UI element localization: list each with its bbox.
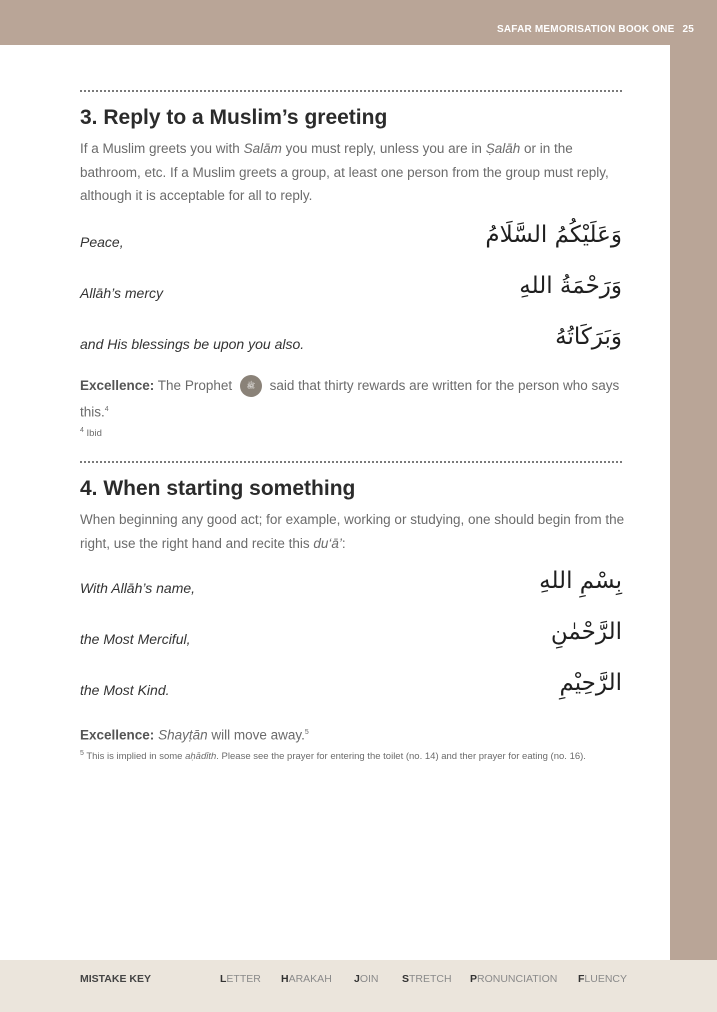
section-3-intro: If a Muslim greets you with Salām you must reply, unless you are in Ṣalāh or in the bathroom, etc. If a Muslim greets a group, at least one person from the group must reply, although it is acceptable for all to reply. (80, 141, 609, 203)
section-3-title: 3. Reply to a Muslim’s greeting (80, 106, 388, 129)
translation-row (80, 619, 622, 659)
translation-row (80, 324, 622, 364)
arabic-text: الرَّحِيْمِ (559, 670, 622, 696)
english-translation: Allāh’s mercy (80, 285, 163, 301)
footnote-ref: 4 (104, 405, 109, 413)
mistake-key-label: MISTAKE KEY (80, 973, 151, 985)
excellence-note: Excellence: The Prophet ﷺ said that thirty rewards are written for the person who says this.$^4$ (80, 374, 625, 424)
english-translation: the Most Merciful, (80, 631, 191, 647)
book-title: SAFAR MEMORISATION BOOK ONE (497, 24, 675, 35)
translation-row (80, 222, 622, 262)
arabic-text: وَرَحْمَةُ اللهِ (519, 273, 622, 299)
mistake-key-join: JOIN (354, 973, 379, 985)
arabic-text: الرَّحْمٰنِ (550, 619, 622, 645)
mistake-key-harakah: HARAKAH (281, 973, 332, 985)
english-translation: and His blessings be upon you also. (80, 336, 305, 352)
footnote: $^5$ This is implied in some aḥādīth. Please see the prayer for entering the toilet (no. 14) and ther prayer for eating (no. 16). (80, 750, 586, 763)
mistake-key-bar (0, 960, 717, 1012)
arabic-text: بِسْمِ اللهِ (539, 568, 622, 594)
arabic-text: وَعَلَيْكُمُ السَّلَامُ (485, 222, 622, 248)
footnote-ref: 5 (304, 729, 309, 736)
english-translation: the Most Kind. (80, 682, 170, 698)
section-4-title: 4. When starting something (80, 477, 356, 500)
translation-row (80, 273, 622, 313)
salutation-icon: ﷺ (240, 375, 262, 397)
english-translation: With Allāh’s name, (80, 580, 196, 596)
translation-row (80, 670, 622, 710)
section-divider (80, 90, 622, 92)
arabic-text: وَبَرَكَاتُهُ (555, 324, 622, 350)
page-number: 25 (682, 24, 694, 35)
mistake-key-stretch: STRETCH (402, 973, 452, 985)
section-4-intro: When beginning any good act; for example, working or studying, one should begin from the right, use the right hand and recite this du‘ā’: (80, 512, 625, 551)
translation-row (80, 568, 622, 608)
mistake-key-pronunciation: PRONUNCIATION (470, 973, 558, 985)
mistake-key-letter: LETTER (220, 973, 261, 985)
excellence-label: Excellence: (80, 378, 155, 393)
mistake-key-fluency: FLUENCY (578, 973, 628, 985)
header-band (0, 0, 717, 45)
section-divider (80, 461, 622, 463)
running-header (489, 24, 694, 35)
excellence-note: Excellence: Shayṭān will move away.$^5$ (80, 727, 309, 743)
english-translation: Peace, (80, 234, 124, 250)
side-band (670, 45, 717, 960)
excellence-label: Excellence: (80, 727, 155, 743)
footnote: $^4$ Ibid (80, 427, 102, 440)
